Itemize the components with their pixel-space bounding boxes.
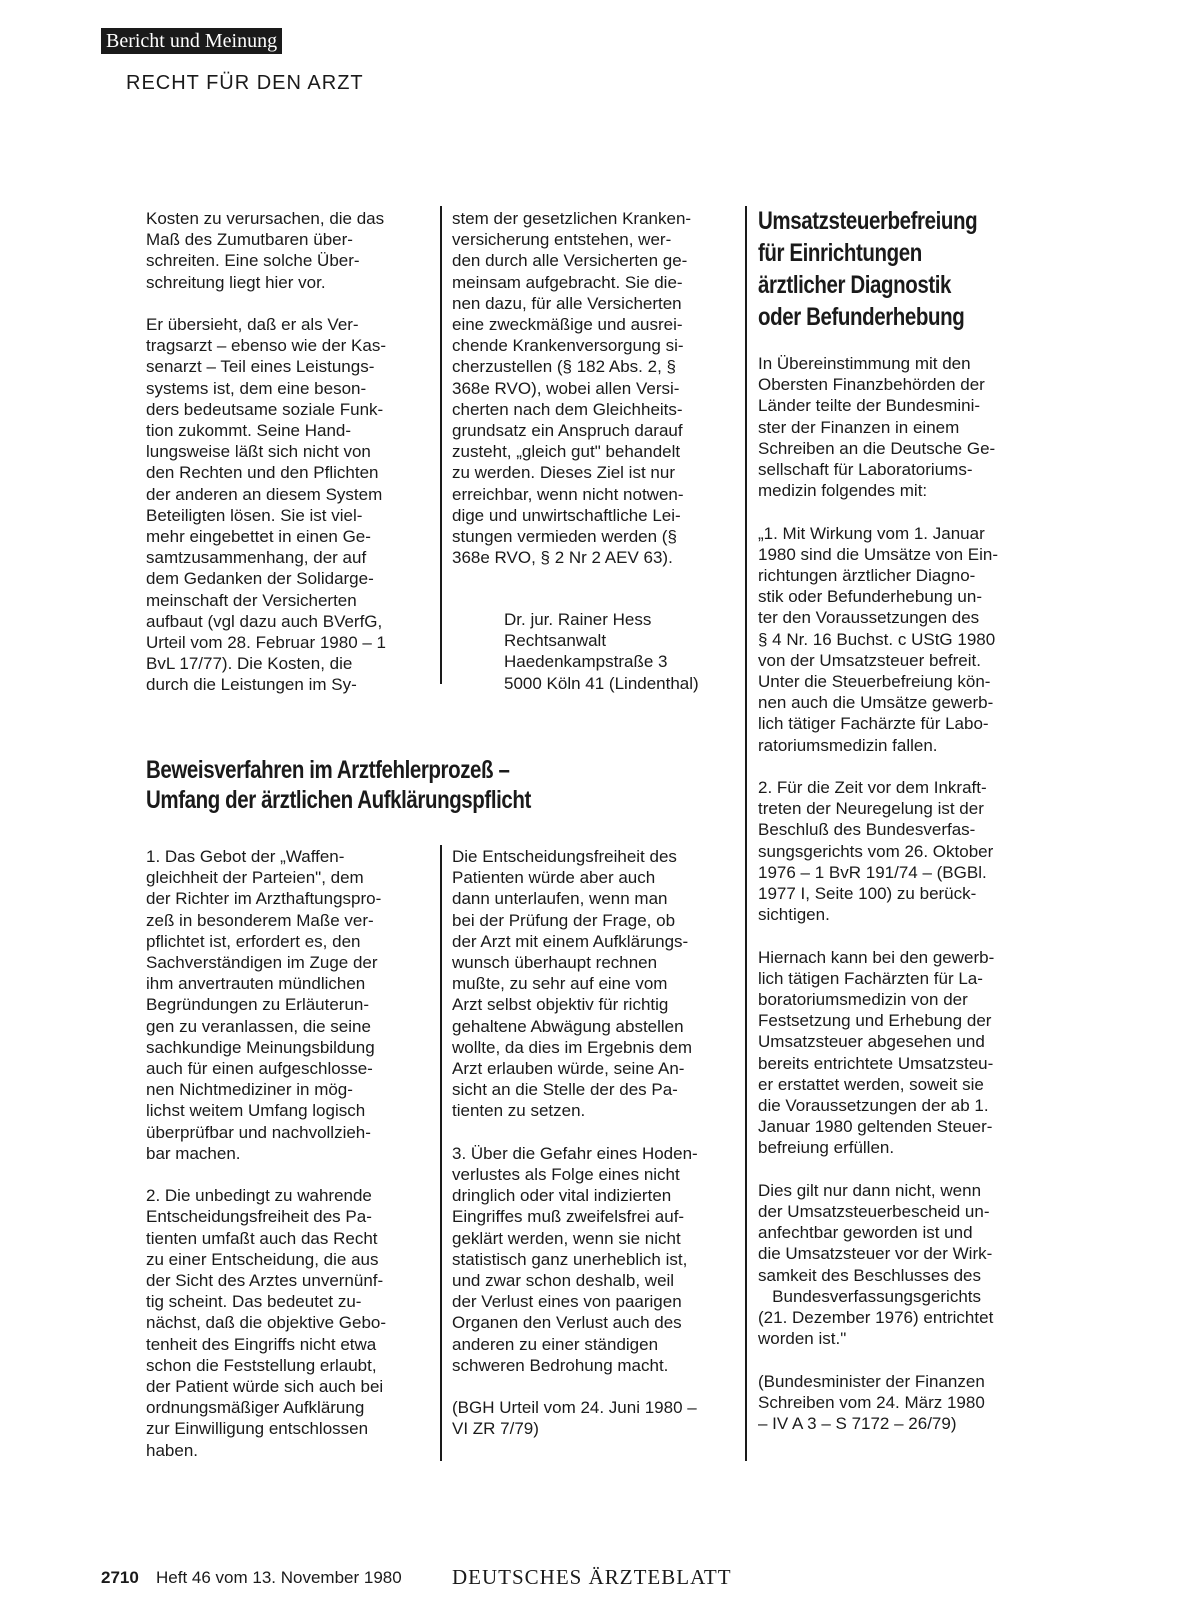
paragraph: 1. Das Gebot der „Waffen- gleichheit der Parteien", dem der Richter im Arzthaftungspro- zeß in besonderem Maße ver- pflichtet ist, erfordert es, den Sachverständigen im Zuge der ihm anvertrauten mündlichen Begründungen zu Erläuterun- gen zu veranlassen, die seine sachkundige Meinungsbildung auch für einen aufgeschlosse- nen Nichtmediziner in mög- lichst weitem Umfang logisch überprüfbar und nachvollzieh- bar machen. <box>146 847 382 1163</box>
magazine-name: DEUTSCHES ÄRZTEBLATT <box>452 1565 732 1589</box>
issue-info: Heft 46 vom 13. November 1980 <box>156 1568 402 1587</box>
paragraph: In Übereinstimmung mit den Obersten Finanzbehörden der Länder teilte der Bundesmini- ster der Finanzen in einem Schreiben an die Deutsche Ge- sellschaft für Laboratoriums- medizin folgendes mit: <box>758 354 996 501</box>
article3-headline: Umsatzsteuerbefreiung für Einrichtungen ärztlicher Diagnostik oder Befunderhebung <box>758 207 978 331</box>
article2-column-2 <box>452 846 742 1440</box>
rubric-title: RECHT FÜR DEN ARZT <box>126 72 364 94</box>
page-number: 2710 <box>101 1568 139 1587</box>
article2-headline: Beweisverfahren im Arztfehlerprozeß – Umfang der ärztlichen Aufklärungspflicht <box>146 756 531 814</box>
article2-column-1 <box>146 846 436 1461</box>
citation: (Bundesminister der Finanzen Schreiben vom 24. März 1980 – IV A 3 – S 7172 – 26/79) <box>758 1371 985 1434</box>
paragraph: „1. Mit Wirkung vom 1. Januar 1980 sind die Umsätze von Ein- richtungen ärztlicher Diagno- stik oder Befunderhebung un- ter den Voraussetzungen des § 4 Nr. 16 Buchst. c UStG 1980 von der Umsatzsteuer befreit. Unter die Steuerbefreiung kön- nen auch die Umsätze gewerb- lich tätiger Fachärzte für Labo- ratoriumsmedizin fallen. <box>758 523 999 755</box>
paragraph: Er übersieht, daß er als Ver- tragsarzt – ebenso wie der Kas- senarzt – Teil eines Leistungs- systems ist, dem eine beson- ders bedeutsame soziale Funk- tion zukommt. Seine Hand- lungsweise läßt sich nicht von den Rechten und den Pflichten der anderen an diesem System Beteiligten lösen. Sie ist viel- mehr eingebettet in einen Ge- samtzusammenhang, der auf dem Gedanken der Solidarge- meinschaft der Versicherten aufbaut (vgl dazu auch BVerfG, Urteil vom 28. Februar 1980 – 1 BvL 17/77). Die Kosten, die durch die Leistungen im Sy- <box>146 315 387 695</box>
paragraph: 3. Über die Gefahr eines Hoden- verlustes als Folge eines nicht dringlich oder vital indizierten Eingriffes muß zweifelsfrei auf- geklärt werden, wenn sie nicht statistisch ganz unerheblich ist, und zwar schon deshalb, weil der Verlust eines von paarigen Organen den Verlust auch des anderen zu einer ständigen schweren Bedrohung macht. <box>452 1143 698 1375</box>
paragraph: stem der gesetzlichen Kranken- versicherung entstehen, wer- den durch alle Versicherten ge- meinsam aufgebracht. Sie die- nen dazu, für alle Versicherten eine zweckmäßige und ausrei- chende Krankenversorgung si- cherzustellen (§ 182 Abs. 2, § 368e RVO), wobei allen Versi- cherten nach dem Gleichheits- grundsatz ein Anspruch darauf zusteht, „gleich gut" behandelt zu werden. Dieses Ziel ist nur erreichbar, wenn nicht notwen- dige und unwirtschaftliche Lei- stungen vermieden werden (§ 368e RVO, § 2 Nr 2 AEV 63). <box>452 209 692 568</box>
article3-column <box>758 353 1058 1434</box>
paragraph: Kosten zu verursachen, die das Maß des Zumutbaren über- schreiten. Eine solche Über- schreitung liegt hier vor. <box>146 209 385 292</box>
paragraph: 2. Die unbedingt zu wahrende Entscheidungsfreiheit des Pa- tienten umfaßt auch das Recht zu einer Entscheidung, die aus der Sicht des Arztes unvernünf- tig scheint. Das bedeutet zu- nächst, daß die objektive Gebo- tenheit des Eingriffs nicht etwa schon die Feststellung erlaubt, der Patient würde sich auch bei ordnungsmäßiger Aufklärung zur Einwilligung entschlossen haben. <box>146 1186 387 1460</box>
section-tag: Bericht und Meinung <box>101 28 282 54</box>
citation: (BGH Urteil vom 24. Juni 1980 – VI ZR 7/79) <box>452 1398 697 1439</box>
article1-column-1 <box>146 208 436 696</box>
author-signature: Dr. jur. Rainer Hess Rechtsanwalt Haedenkampstraße 3 5000 Köln 41 (Lindenthal) <box>504 610 699 693</box>
paragraph: Die Entscheidungsfreiheit des Patienten würde aber auch dann unterlaufen, wenn man bei der Prüfung der Frage, ob der Arzt mit einem Aufklärungs- wunsch überhaupt rechnen mußte, zu sehr auf eine vom Arzt selbst objektiv für richtig gehaltene Abwägung abstellen wollte, da dies im Ergebnis dem Arzt erlauben würde, seine An- sicht an die Stelle der des Pa- tienten zu setzen. <box>452 847 693 1121</box>
paragraph: Dies gilt nur dann nicht, wenn der Umsatzsteuerbescheid un- anfechtbar geworden ist und die Umsatzsteuer vor der Wirk- samkeit des Beschlusses des Bundesverfassungsgerichts (21. Dezember 1976) entrichtet worden ist." <box>758 1180 994 1349</box>
column-divider <box>440 845 442 1461</box>
column-divider <box>745 206 747 1461</box>
paragraph: 2. Für die Zeit vor dem Inkraft- treten der Neuregelung ist der Beschluß des Bundesverfas- sungsgerichts vom 26. Oktober 1976 – 1 BvR 191/74 – (BGBl. 1977 I, Seite 100) zu berück- sichtigen. <box>758 778 994 925</box>
paragraph: Hiernach kann bei den gewerb- lich tätigen Fachärzten für La- boratoriumsmedizin von der Festsetzung und Erhebung der Umsatzsteuer abgesehen und bereits entrichtete Umsatzsteu- er erstattet werden, soweit sie die Voraussetzungen der ab 1. Januar 1980 geltenden Steuer- befreiung erfüllen. <box>758 947 995 1158</box>
column-divider <box>440 206 442 684</box>
article1-column-2 <box>452 208 742 568</box>
